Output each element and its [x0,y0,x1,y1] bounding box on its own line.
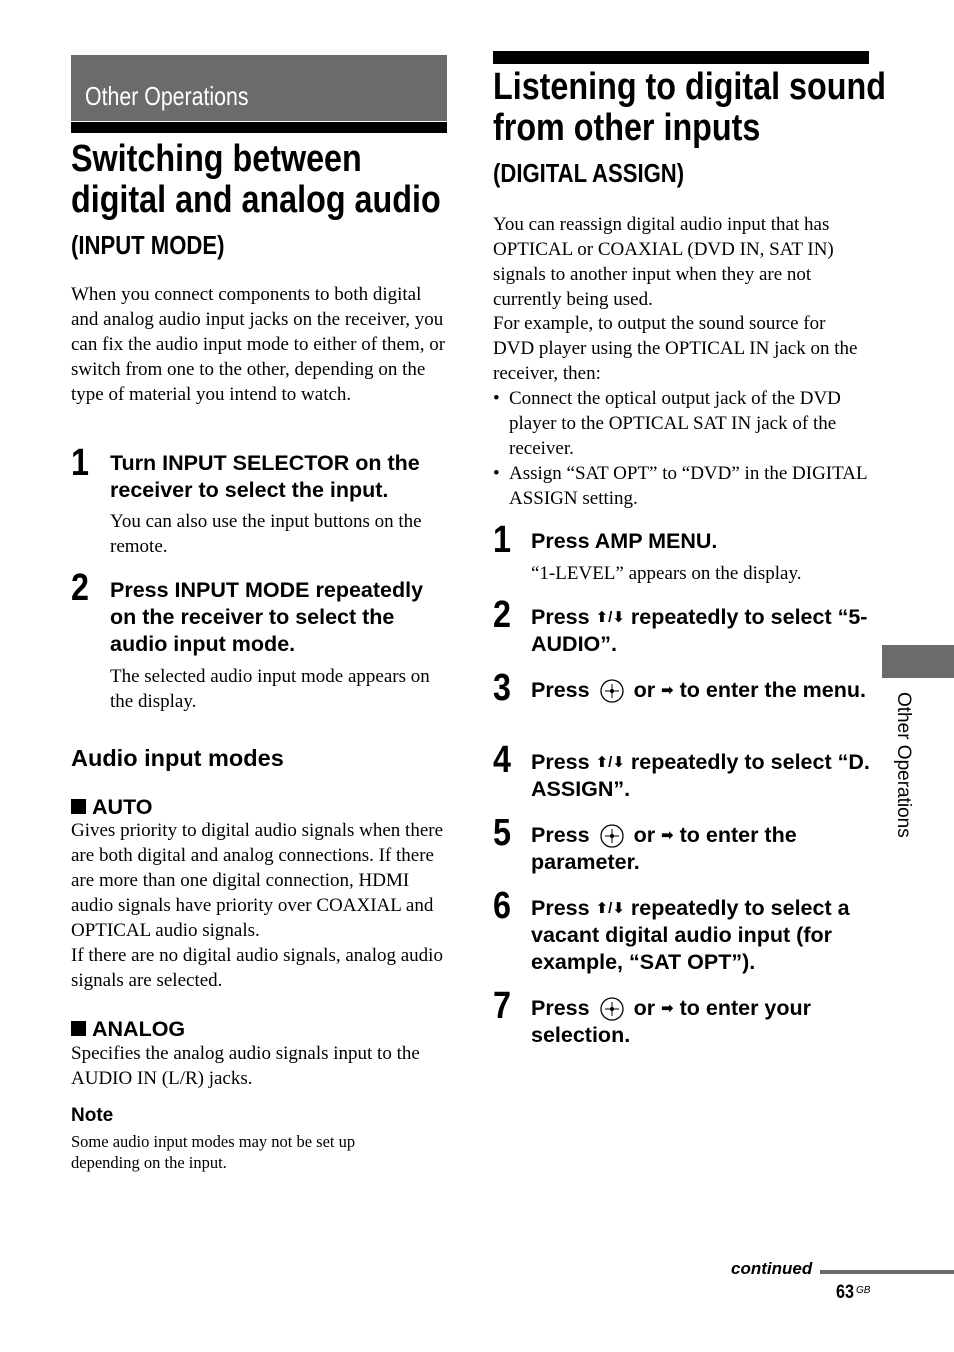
right-title-line: from other inputs [493,107,761,149]
step-instruction: Press INPUT MODE repeatedly on the receiver to select the audio input mode. [110,578,424,656]
step-number: 1 [71,442,89,484]
page-suffix: GB [856,1285,871,1296]
right-intro-2: For example, to output the sound source for DVD player using the OPTICAL IN jack on the receiver, then: [493,313,858,384]
footer-rule [820,1270,954,1274]
section-band [71,55,447,121]
right-title [493,67,886,149]
right-arrow-icon: ➡ [661,1000,674,1017]
step-number: 6 [493,885,511,927]
note-label: Note [71,1105,114,1126]
left-title-line: digital and analog audio [71,179,441,221]
mode-description: Gives priority to digital audio signals when there are both digital and analog connections. If there are more than one digital connection, HDMI audio signals have priority over COAXIAL and OPTICAL audio signals. [71,820,444,941]
enter-button-icon [600,679,624,703]
step-number: 7 [493,985,511,1027]
step-number: 3 [493,667,511,709]
step-number: 5 [493,812,511,854]
mode-name: AUTO [92,795,153,819]
enter-button-icon [600,824,624,848]
step-note: “1-LEVEL” appears on the display. [531,563,802,584]
mode-analog-text: Specifies the analog audio signals input to the AUDIO IN (L/R) jacks. [71,1043,420,1089]
right-arrow-icon: ➡ [661,682,674,699]
step-number: 2 [493,594,511,636]
step-instruction: Press ⬆/⬇ repeatedly to select a vacant digital audio input (for example, “SAT OPT”). [531,896,850,974]
mode-heading-analog [71,1016,185,1042]
left-title-line: Switching between [71,138,362,180]
square-bullet-icon [71,799,86,814]
up-down-arrow-icon: ⬆/⬇ [595,754,625,771]
bullet-item: • Assign “SAT OPT” to “DVD” in the DIGITAL ASSIGN setting. [493,461,871,511]
mode-auto-text [71,818,449,993]
step-instruction: Press or ➡ to enter your selection. [531,996,812,1047]
right-title-line: Listening to digital sound [493,66,886,108]
step-instruction: Press or ➡ to enter the menu. [531,678,866,702]
step-instruction: Press or ➡ to enter the parameter. [531,823,797,874]
right-subtitle: (DIGITAL ASSIGN) [493,158,685,188]
step-instruction: Press AMP MENU. [531,529,718,553]
left-title [71,139,441,221]
step-instruction: Press ⬆/⬇ repeatedly to select “D. ASSIGN”. [531,750,870,801]
step-number: 1 [493,519,511,561]
modes-heading: Audio input modes [71,745,284,771]
bullet-item: • Connect the optical output jack of the DVD player to the OPTICAL SAT IN jack of the receiver. [493,386,871,461]
step-number: 4 [493,739,511,781]
step-instruction: Press ⬆/⬇ repeatedly to select “5-AUDIO”. [531,605,868,656]
square-bullet-icon [71,1021,86,1036]
mode-name: ANALOG [92,1017,186,1041]
left-subtitle: (INPUT MODE) [71,230,225,260]
step-number: 2 [71,567,89,609]
up-down-arrow-icon: ⬆/⬇ [595,609,625,626]
bullet-list [493,386,871,511]
left-intro: When you connect components to both digital and analog audio input jacks on the receiver, you can fix the audio input mode to either of them, or switch from one to the other, depending on the type of material you intend to watch. [71,284,446,405]
continued-label: continued [731,1259,813,1278]
step-note: You can also use the input buttons on the remote. [110,511,422,557]
page-number: 63 [836,1282,854,1303]
right-title-rule [493,51,869,64]
side-tab [882,645,954,678]
side-tab-label: Other Operations [893,692,914,838]
mode-description: If there are no digital audio signals, analog audio signals are selected. [71,945,443,991]
step-note: The selected audio input mode appears on the display. [110,666,430,712]
right-intro-1: You can reassign digital audio input that has OPTICAL or COAXIAL (DVD IN, SAT IN) signals to another input when they are not currently being used. [493,214,834,310]
enter-button-icon [600,997,624,1021]
section-band-label: Other Operations [85,81,249,111]
step-instruction: Turn INPUT SELECTOR on the receiver to select the input. [110,451,420,502]
left-title-rule [71,122,447,133]
up-down-arrow-icon: ⬆/⬇ [595,900,625,917]
right-arrow-icon: ➡ [661,827,674,844]
note-text: Some audio input modes may not be set up depending on the input. [71,1132,356,1172]
mode-heading-auto [71,794,153,820]
